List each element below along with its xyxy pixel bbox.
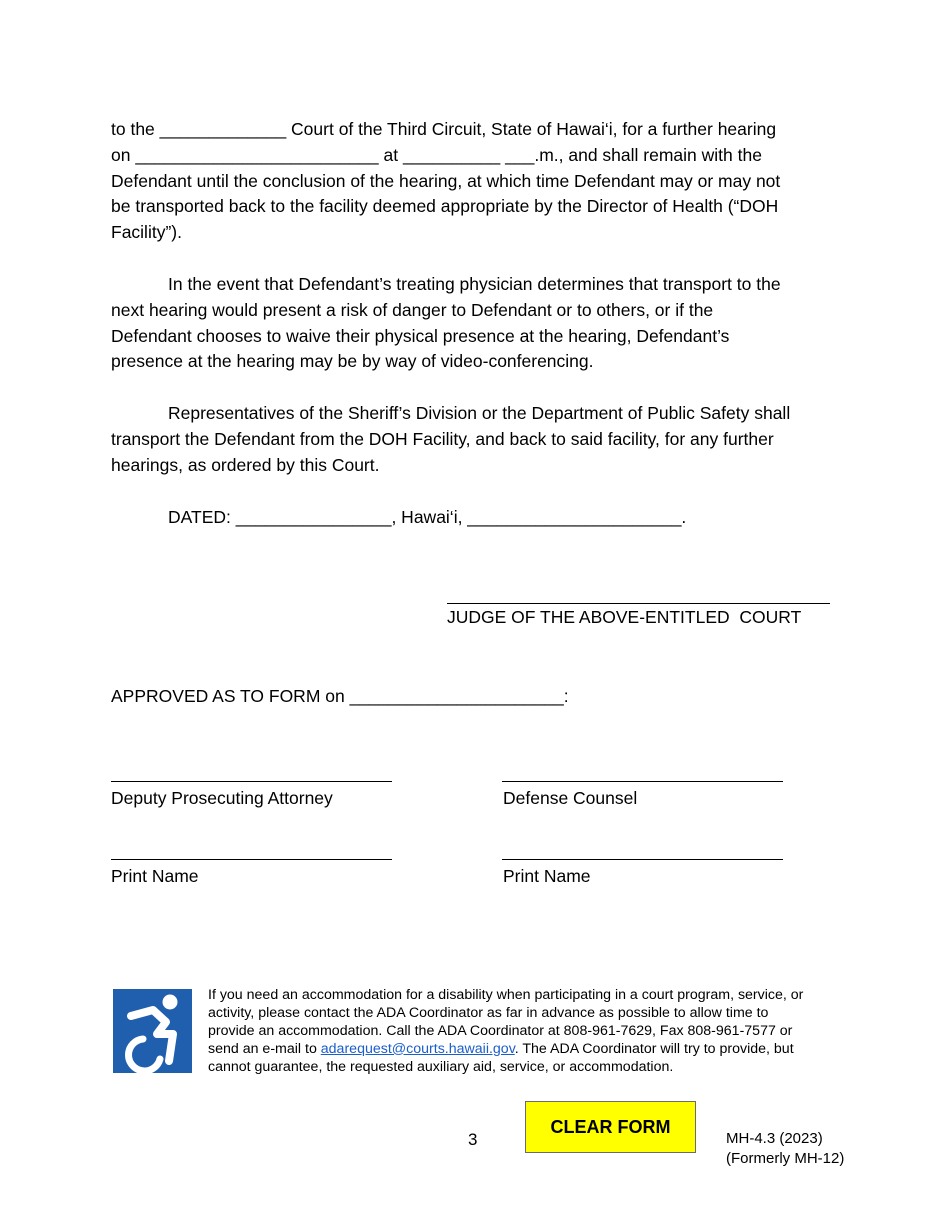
paragraph-line: transport the Defendant from the DOH Facility, and back to said facility, for any further xyxy=(111,428,774,449)
ada-notice-text: If you need an accommodation for a disability when participating in a court program, service, or activity, please contact the ADA Coordinator as far in advance as possible to allow time to provide an accommodation. Call the ADA Coordinator at 808-961-7629, Fax 808-961-7577 or send an e-mail to xyxy=(208,987,804,1057)
approved-as-to-form-line: APPROVED AS TO FORM on ______________________: xyxy=(111,686,569,706)
dated-line: DATED: ________________, Hawai‘i, ______________________. xyxy=(168,507,687,527)
judge-signature-label: JUDGE OF THE ABOVE-ENTITLED COURT xyxy=(447,607,802,627)
paragraph-line: hearings, as ordered by this Court. xyxy=(111,454,380,475)
defense-print-name-line[interactable] xyxy=(502,859,783,860)
paragraph-transport xyxy=(111,401,841,478)
paragraph-video-conferencing xyxy=(111,272,841,375)
prosecutor-signature-line[interactable] xyxy=(111,781,392,782)
paragraph-line: Representatives of the Sheriff’s Division or the Department of Public Safety shall xyxy=(168,403,791,423)
defense-signature-line[interactable] xyxy=(502,781,783,782)
ada-notice-text-end: . The ADA Coordinator will try to provide, but cannot guarantee, the requested auxiliary aid, service, or accommodation. xyxy=(208,1040,794,1075)
page-number: 3 xyxy=(468,1130,478,1149)
paragraph-line: next hearing would present a risk of danger to Defendant or to others, or if the xyxy=(111,299,714,320)
paragraph-line: Facility”). xyxy=(111,222,182,243)
defense-signature-label: Defense Counsel xyxy=(503,788,638,808)
clear-form-button[interactable]: CLEAR FORM xyxy=(525,1101,696,1153)
paragraph-line: to the _____________ Court of the Third Circuit, State of Hawai‘i, for a further hearing xyxy=(111,119,777,139)
prosecutor-signature-label: Deputy Prosecuting Attorney xyxy=(111,788,333,808)
judge-signature-line[interactable] xyxy=(447,603,830,604)
ada-email-link[interactable]: adarequest@courts.hawaii.gov xyxy=(320,1040,515,1057)
paragraph-line: on _________________________ at __________ ___.m., and shall remain with the xyxy=(111,144,762,165)
formerly-form-code: (Formerly MH-12) xyxy=(726,1150,845,1167)
ada-notice xyxy=(208,987,818,1077)
paragraph-line: Defendant until the conclusion of the hearing, at which time Defendant may or may not xyxy=(111,170,781,191)
accessibility-wheelchair-glyph xyxy=(113,989,192,1073)
paragraph-line: presence at the hearing may be by way of video-conferencing. xyxy=(111,351,594,372)
defense-print-name-label: Print Name xyxy=(503,866,591,886)
form-code: MH-4.3 (2023) xyxy=(726,1130,823,1147)
paragraph-line: In the event that Defendant’s treating physician determines that transport to the xyxy=(168,274,781,294)
prosecutor-print-name-line[interactable] xyxy=(111,859,392,860)
paragraph-further-hearing xyxy=(111,117,841,246)
accessibility-wheelchair-icon xyxy=(113,989,192,1073)
paragraph-line: Defendant chooses to waive their physical presence at the hearing, Defendant’s xyxy=(111,325,730,346)
paragraph-line: be transported back to the facility deemed appropriate by the Director of Health (“DOH xyxy=(111,196,779,217)
prosecutor-print-name-label: Print Name xyxy=(111,866,199,886)
